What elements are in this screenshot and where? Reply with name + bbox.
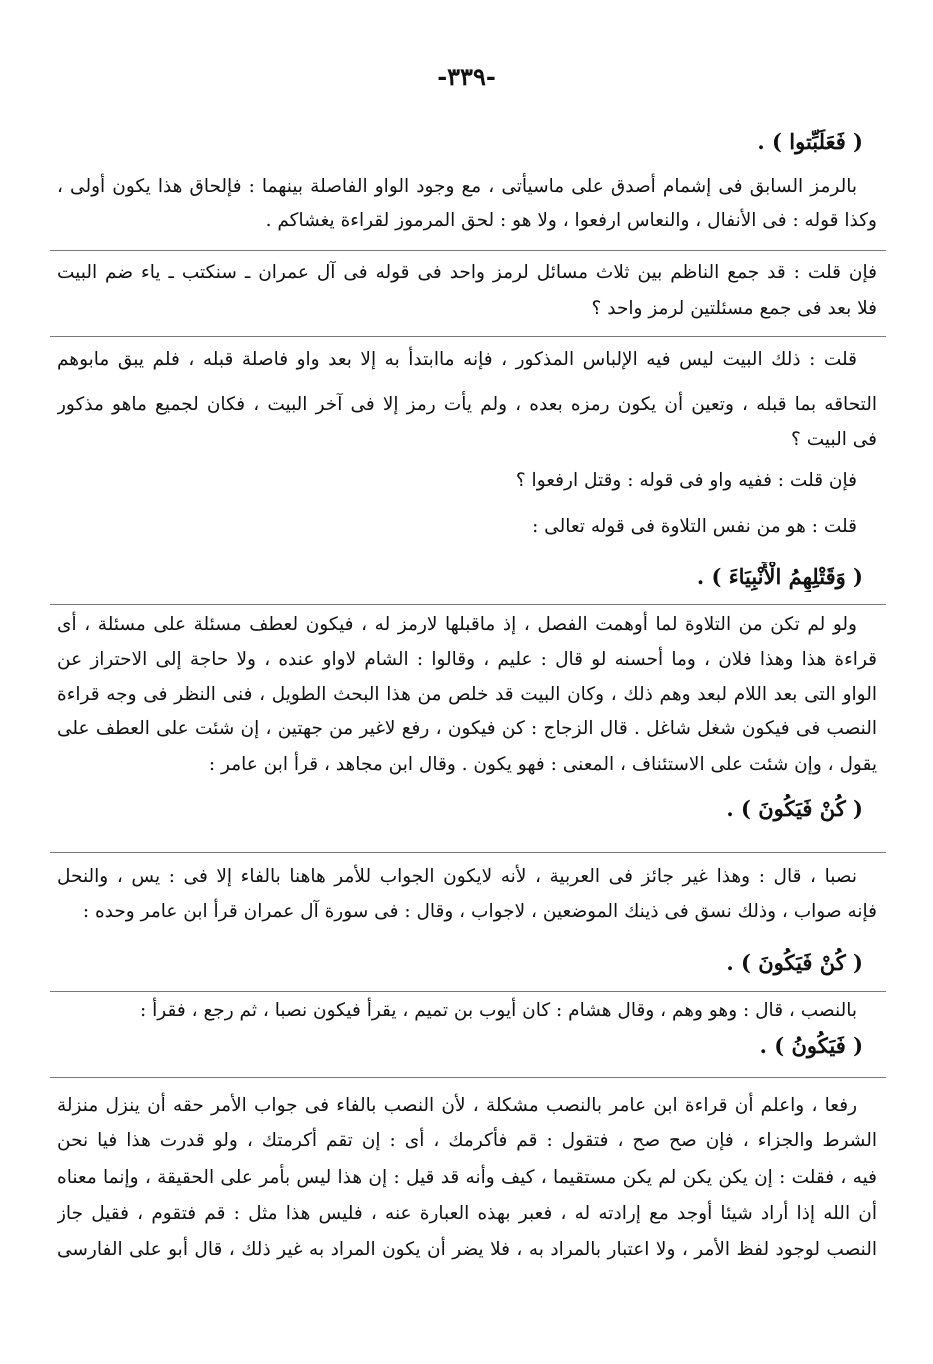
quran-verse: ( كُنْ فَيَكُونَ ) . [726,796,863,821]
text-line: فلا بعد فى جمع مسئلتين لرمز واحد ؟ [591,298,877,319]
text-line: فى البيت ؟ [791,429,877,450]
section-divider [50,1077,886,1078]
page-number: -٣٣٩- [437,62,496,91]
text-line: أن الله إذا أراد شيئا أوجد مع إرادته له ، فعبر بهذه العبارة عنه ، فليس هذا مثل : قم فتقوم ، فقيل جاز [57,1203,877,1224]
section-divider [50,336,886,337]
text-line: قلت : ذلك البيت ليس فيه الإلباس المذكور ، فإنه ماابتدأ به إلا بعد واو فاصلة قبله ، فلم يبق مابوهم [57,349,857,370]
text-line: فإن قلت : قد جمع الناظم بين ثلاث مسائل لرمز واحد فى قوله فى آل عمران ـ سنكتب ـ ياء ضم البيت [57,262,877,283]
text-line: وكذا قوله : فى الأنفال ، والنعاس ارفعوا ، ولا هو : لحق المرموز لقراءة يغشاكم . [265,210,877,231]
quran-verse: ( فَعَلَبِّتوا ) . [757,129,863,154]
text-line: ولو لم تكن من التلاوة لما أوهمت الفصل ، إذ ماقبلها لارمز له ، فيكون لعطف مسئلة على مسئلة ، أى [57,614,857,635]
text-line: فيه ، فقلت : إن يكن يكن لم يكن مستقيما ، كيف وأنه قد قيل : إن هذا ليس بأمر على الحقيقة ، وإنما معناه [57,1167,877,1188]
text-line: فإن قلت : ففيه واو فى قوله : وقتل ارفعوا ؟ [515,470,857,491]
text-line: بالرمز السابق فى إشمام أصدق على ماسيأتى ، مع وجود الواو الفاصلة بينهما : فإلحاق هذا يكون أولى ، [57,176,857,197]
text-line: الواو التى بعد اللام لبعد وهم ذلك ، وكان البيت قد خلص من هذا البحث الطويل ، فنى النظر فى وجه قراءة [57,684,877,705]
text-line: بالنصب ، قال : وهو وهم ، وقال هشام : كان أيوب بن تميم ، يقرأ فيكون نصبا ، ثم رجع ، فقرأ : [140,1000,857,1021]
text-line: النصب لوجود لفظ الأمر ، ولا اعتبار بالمراد به ، فلا يضر أن يكون المراد به غير ذلك ، قال أبو على الفارسى [57,1239,877,1260]
text-line: قراءة هذا وهذا فلان ، وما أحسنه لو قال : عليم ، وقالوا : الشام لاواو عنده ، ولا حاجة إلى الاحتراز عن [57,649,877,670]
quran-verse: ( كُنْ فَيَكُونَ ) . [726,950,863,975]
section-divider [50,852,886,853]
text-line: قلت : هو من نفس التلاوة فى قوله تعالى : [532,516,857,537]
quran-verse: ( وَقَتْلِهِمُ الْأَنْبِيَاءَ ) . [696,564,863,589]
text-line: رفعا ، واعلم أن قراءة ابن عامر بالنصب مشكلة ، لأن النصب بالفاء فى جواب الأمر حقه أن ينزل منزلة [57,1095,857,1116]
text-line: التحاقه بما قبله ، وتعين أن يكون رمزه بعده ، ولم يأت رمز إلا فى آخر البيت ، فكان لجميع ماهو مذكور [57,394,877,415]
section-divider [50,250,886,251]
quran-verse: ( فَيَكُونُ ) . [759,1033,863,1058]
section-divider [50,604,886,605]
text-line: النصب فى فيكون شغل شاغل . قال الزجاج : كن فيكون ، رفع لاغير من جهتين ، إن شئت على العطف على [57,718,877,739]
text-line: يقول ، وإن شئت على الاستئناف ، المعنى : فهو يكون . وقال ابن مجاهد ، قرأ ابن عامر : [208,754,877,775]
section-divider [50,991,886,992]
text-line: الشرط والجزاء ، فإن صح صح ، فتقول : قم فأكرمك ، أى : إن تقم أكرمتك ، ولو قدرت هذا فيا نحن [57,1130,877,1151]
text-line: فإنه صواب ، وذلك نسق فى ذينك الموضعين ، لاجواب ، وقال : فى سورة آل عمران قرأ ابن عامر وحده : [82,901,877,922]
text-line: نصبا ، قال : وهذا غير جائز فى العربية ، لأنه لايكون الجواب للأمر هاهنا بالفاء إلا فى : يس ، والنحل [57,866,857,887]
